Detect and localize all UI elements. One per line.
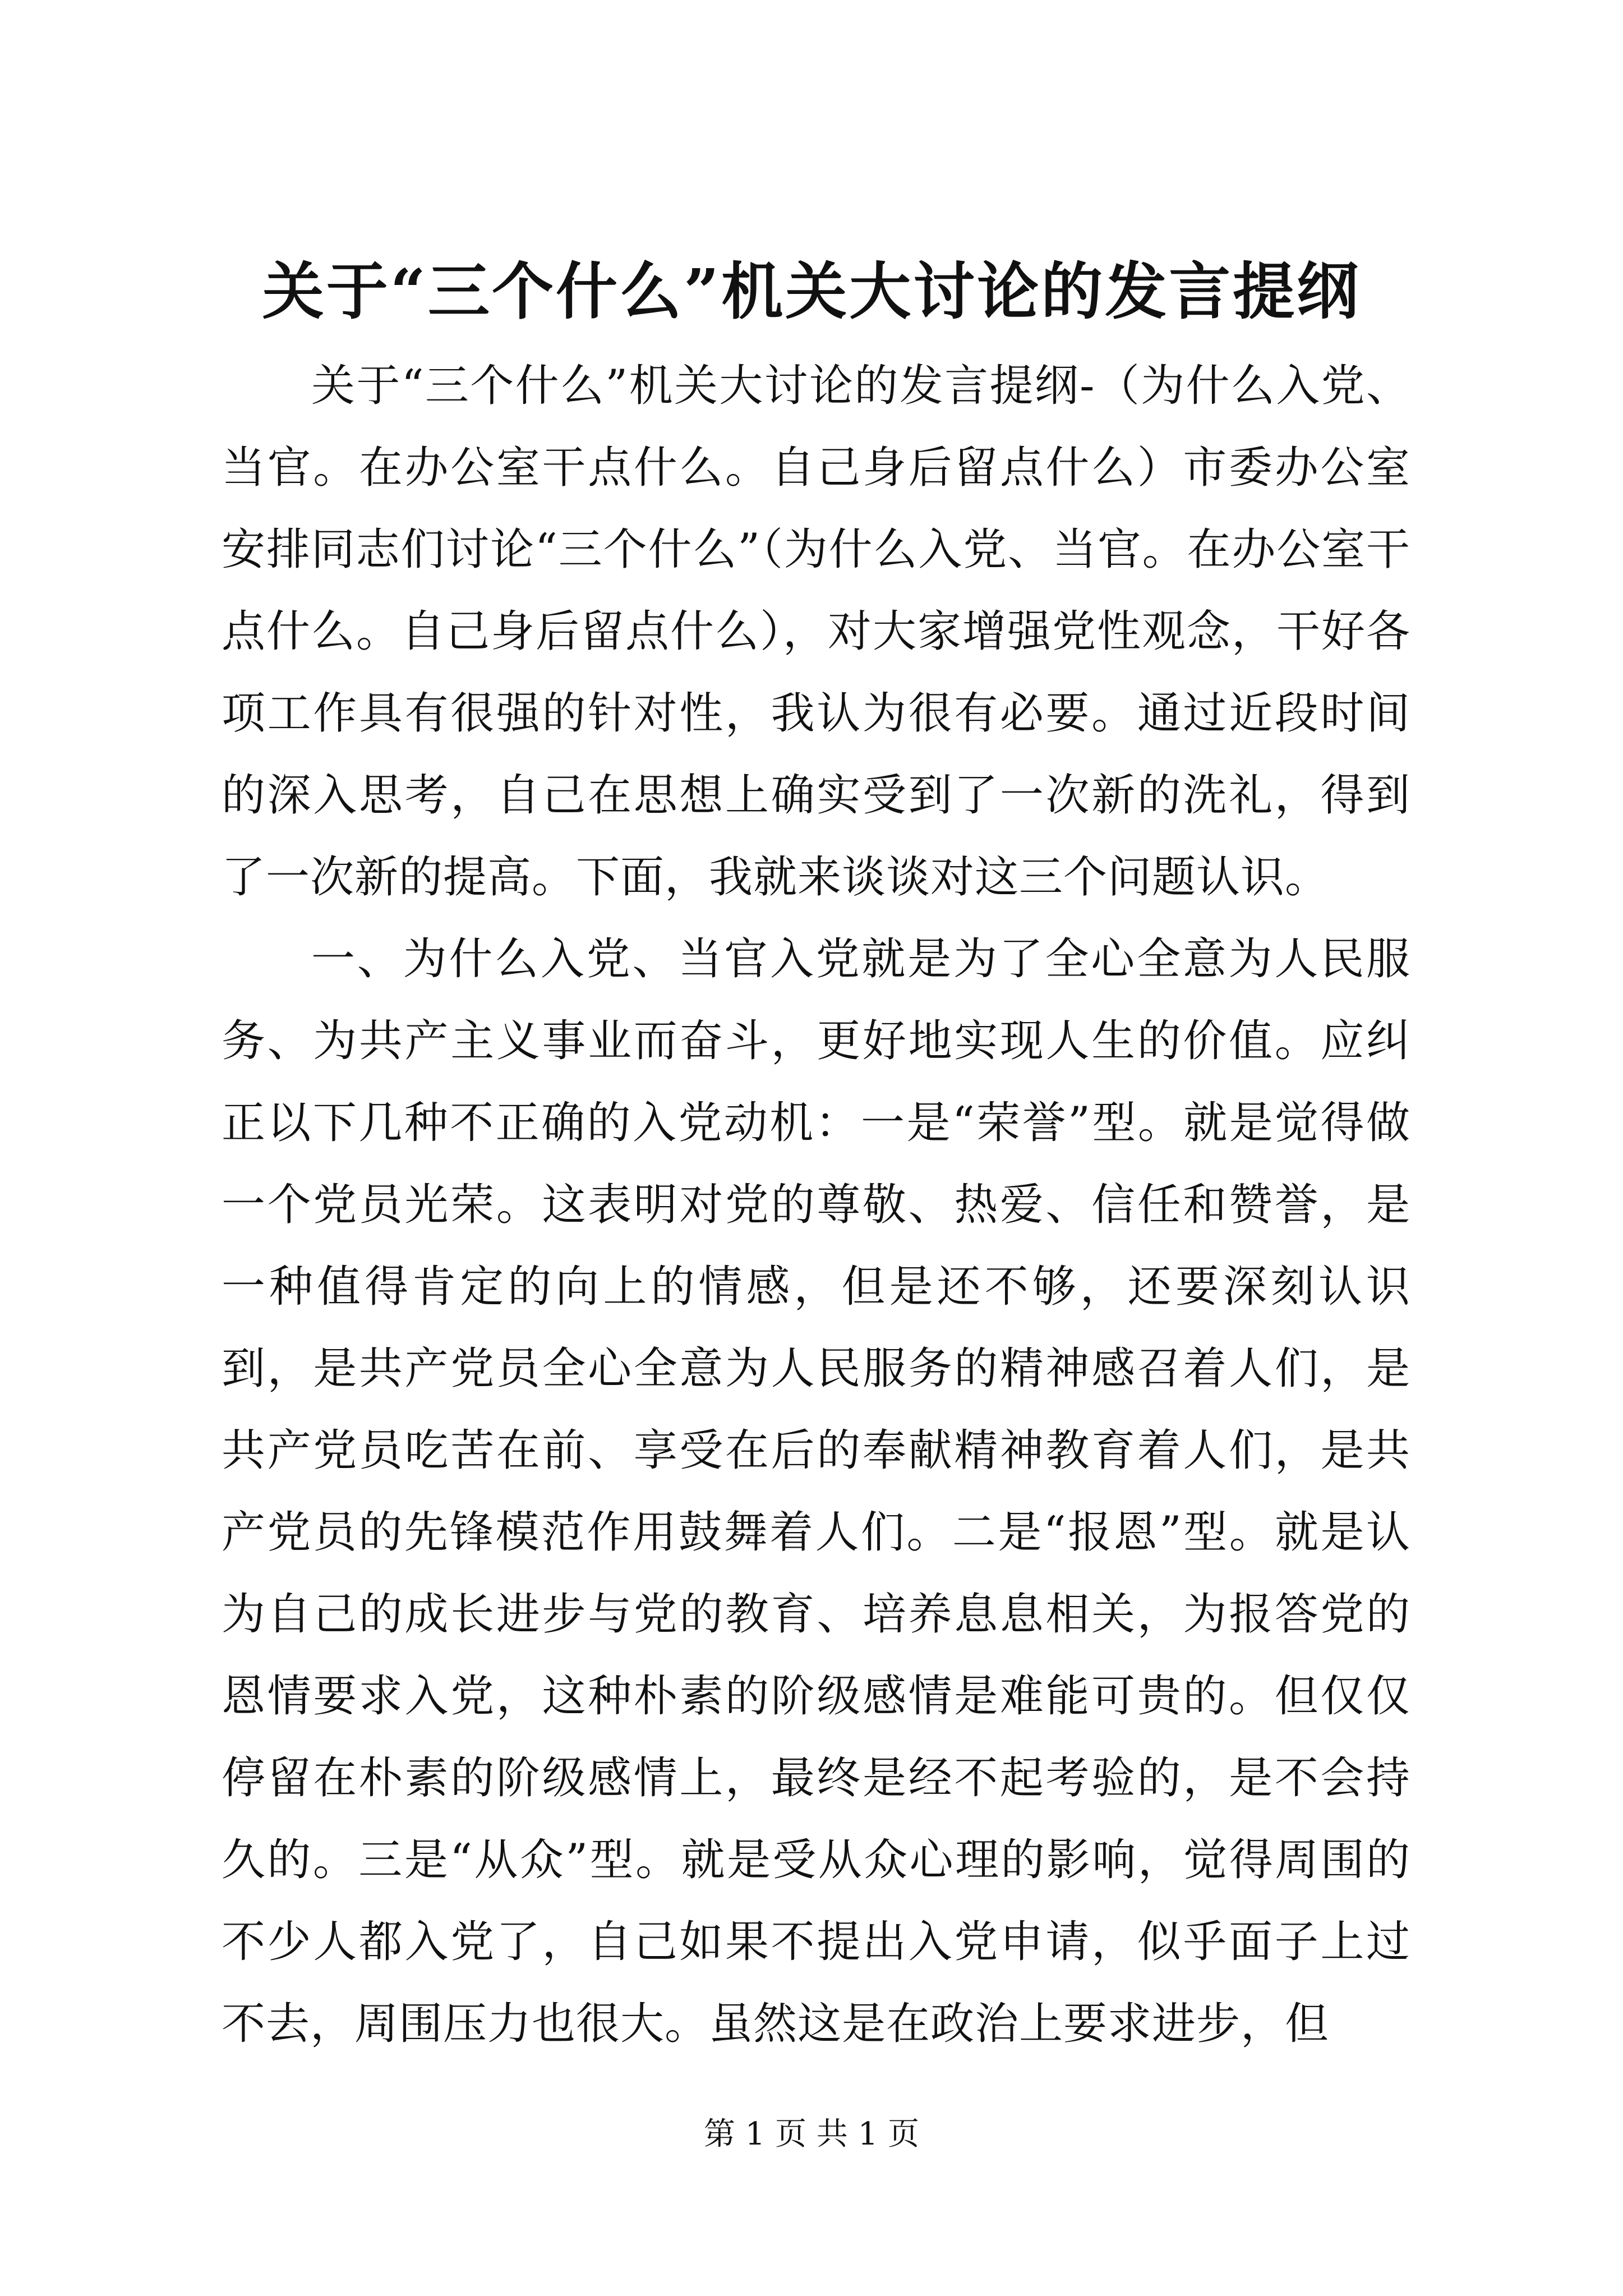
page-footer: 第 1 页 共 1 页 (703, 2116, 920, 2152)
document-title: 关于“三个什么”机关大讨论的发言提纲 (262, 255, 1361, 328)
paragraph-intro: 关于“三个什么”机关大讨论的发言提纲-（为什么入党、当官。在办公室干点什么。自己身后留点什么）市委办公室安排同志们讨论“三个什么”（为什么入党、当官。在办公室干点什么。自己身后留点什么），对大家增强党性观念，干好各项工作具有很强的针对性，我认为很有必要。通过近段时间的深入思考，自己在思想上确实受到了一次新的洗礼，得到了一次新的提高。下面，我就来谈谈对这三个问题认识。 (222, 361, 1410, 903)
document-body (222, 345, 1410, 2065)
paragraph-section-one: 一、为什么入党、当官入党就是为了全心全意为人民服务、为共产主义事业而奋斗，更好地实现人生的价值。应纠正以下几种不正确的入党动机：一是“荣誉”型。就是觉得做一个党员光荣。这表明对党的尊敬、热爱、信任和赞誉，是一种值得肯定的向上的情感，但是还不够，还要深刻认识到，是共产党员全心全意为人民服务的精神感召着人们，是共产党员吃苦在前、享受在后的奉献精神教育着人们，是共产党员的先锋模范作用鼓舞着人们。二是“报恩”型。就是认为自己的成长进步与党的教育、培养息息相关，为报答党的恩情要求入党，这种朴素的阶级感情是难能可贵的。但仅仅停留在朴素的阶级感情上，最终是经不起考验的，是不会持久的。三是“从众”型。就是受从众心理的影响，觉得周围的不少人都入党了，自己如果不提出入党申请，似乎面子上过不去，周围压力也很大。虽然这是在政治上要求进步，但 (222, 934, 1410, 2049)
